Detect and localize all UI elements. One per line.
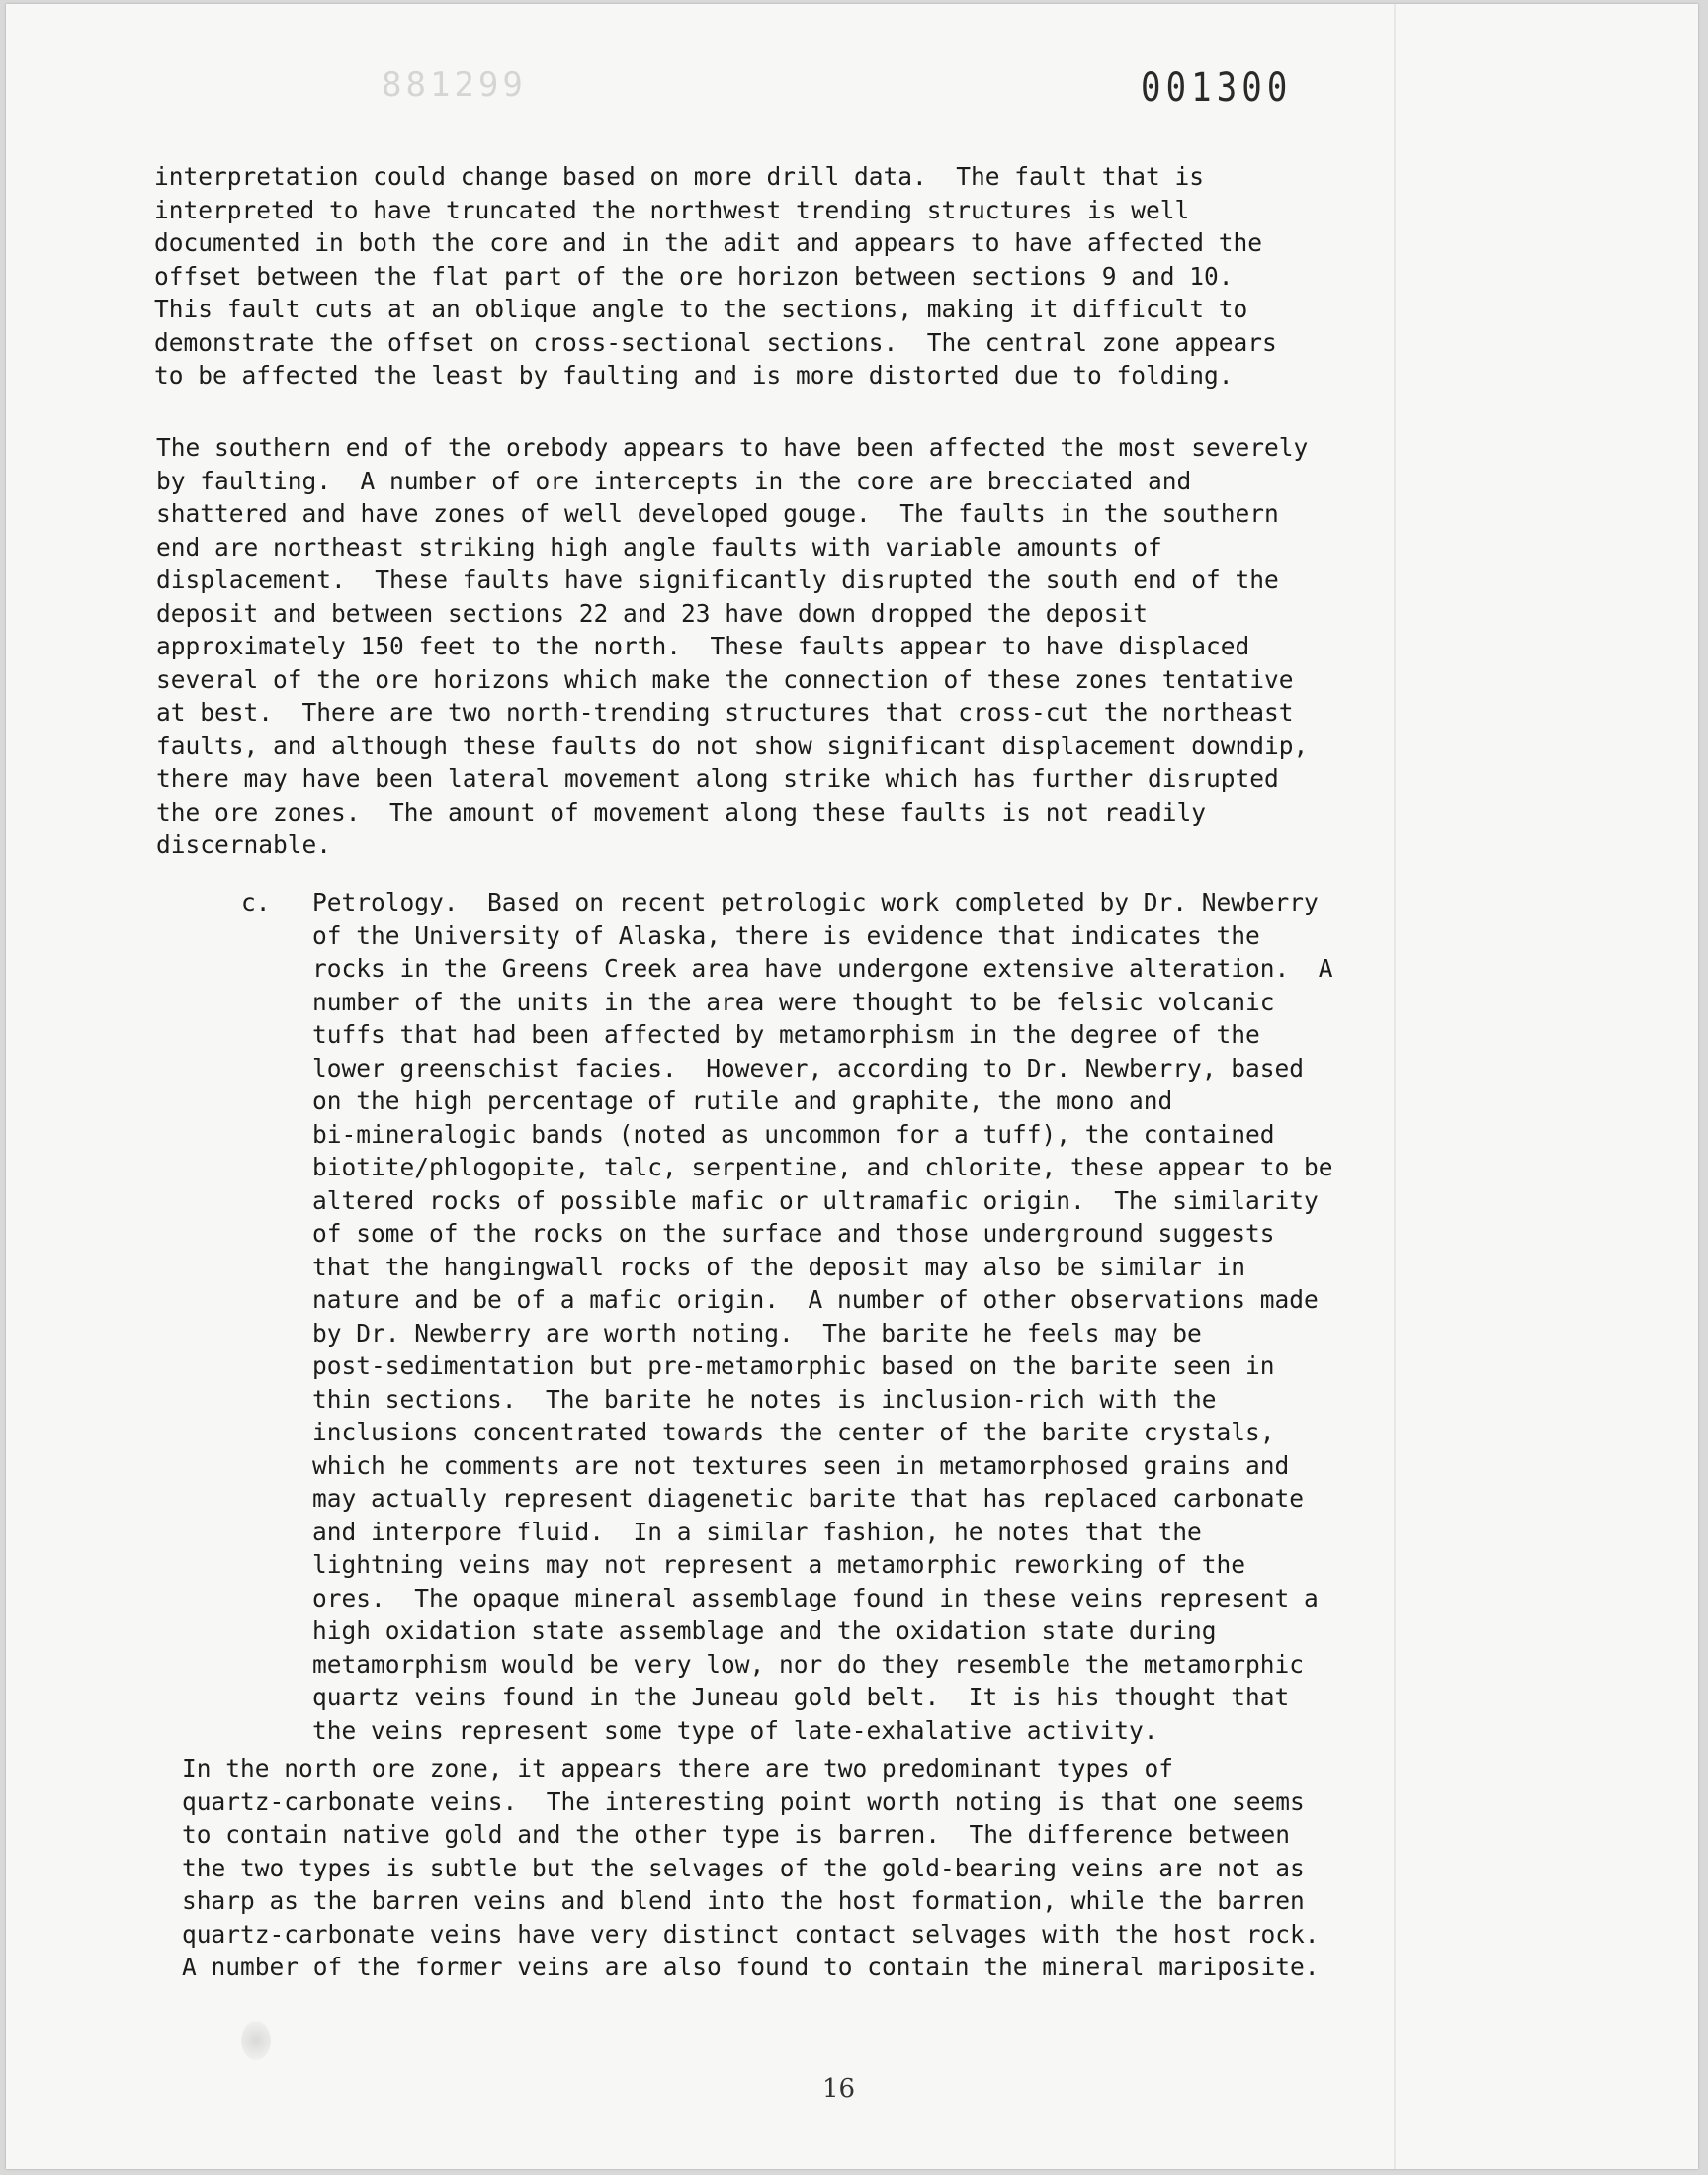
document-page: [6, 4, 1698, 2169]
list-item-label: c.: [241, 888, 271, 916]
margin-line: [1394, 4, 1396, 2169]
document-number: 001300: [1141, 65, 1293, 111]
list-item-body: Petrology. Based on recent petrologic work completed by Dr. Newberry of the University of Alaska, there is evidence that indicates the rocks in the Greens Creek area have undergone extensive alteration. A number of the units in the area were thought to be felsic volcanic tuffs that had been affected by metamorphism in the degree of the lower greenschist facies. However, according to Dr. Newberry, based on the high percentage of rutile and graphite, the mono and bi-mineralogic bands (noted as uncommon for a tuff), the contained biotite/phlogopite, talc, serpentine, and chlorite, these appear to be altered rocks of possible mafic or ultramafic origin. The similarity of some of the rocks on the surface and those underground suggests that the hangingwall rocks of the deposit may also be similar in nature and be of a mafic origin. A number of other observations made by Dr. Newberry are worth noting. The barite he feels may be post-sedimentation but pre-metamorphic based on the barite seen in thin sections. The barite he notes is inclusion-rich with the inclusions concentrated towards the center of the barite crystals, which he comments are not textures seen in metamorphosed grains and may actually represent diagenetic barite that has replaced carbonate and interpore fluid. In a similar fashion, he notes that the lightning veins may not represent a metamorphic reworking of the ores. The opaque mineral assemblage found in these veins represent a high oxidation state assemblage and the oxidation state during metamorphism would be very low, nor do they resemble the metamorphic quartz veins found in the Juneau gold belt. It is his thought that the veins represent some type of late-exhalative activity.: [312, 888, 1333, 1745]
page-smudge: [241, 2021, 271, 2060]
paragraph-fault-interpretation: interpretation could change based on more drill data. The fault that is interpreted to have truncated the northwest trending structures is well documented in both the core and in the adit and appears to have affected the offset between the flat part of the ore horizon between sections 9 and 10. This fault cuts at an oblique angle to the sections, making it difficult to demonstrate the offset on cross-sectional sections. The central zone appears to be affected the least by faulting and is more distorted due to folding.: [154, 162, 1277, 390]
paragraph-north-ore-zone: In the north ore zone, it appears there are two predominant types of quartz-carbonate veins. The interesting point worth noting is that one seems to contain native gold and the other type is barren. The difference between the two types is subtle but the selvages of the gold-bearing veins are not as sharp as the barren veins and blend into the host formation, while the barren quartz-carbonate veins have very distinct contact selvages with the host rock. A number of the former veins are also found to contain the mineral mariposite.: [182, 1754, 1320, 1981]
paragraph-southern-orebody: The southern end of the orebody appears to have been affected the most severely by faulting. A number of ore intercepts in the core are brecciated and shattered and have zones of well developed gouge. The faults in the southern end are northeast striking high angle faults with variable amounts of displacement. These faults have significantly disrupted the south end of the deposit and between sections 22 and 23 have down dropped the deposit approximately 150 feet to the north. These faults appear to have displaced several of the ore horizons which make the connection of these zones tentative at best. There are two north-trending structures that cross-cut the northeast faults, and although these faults do not show significant displacement downdip, there may have been lateral movement along strike which has further disrupted the ore zones. The amount of movement along these faults is not readily discernable.: [156, 433, 1309, 859]
faint-stamp-number: 881299: [382, 65, 527, 105]
page-number: 16: [822, 2074, 856, 2104]
